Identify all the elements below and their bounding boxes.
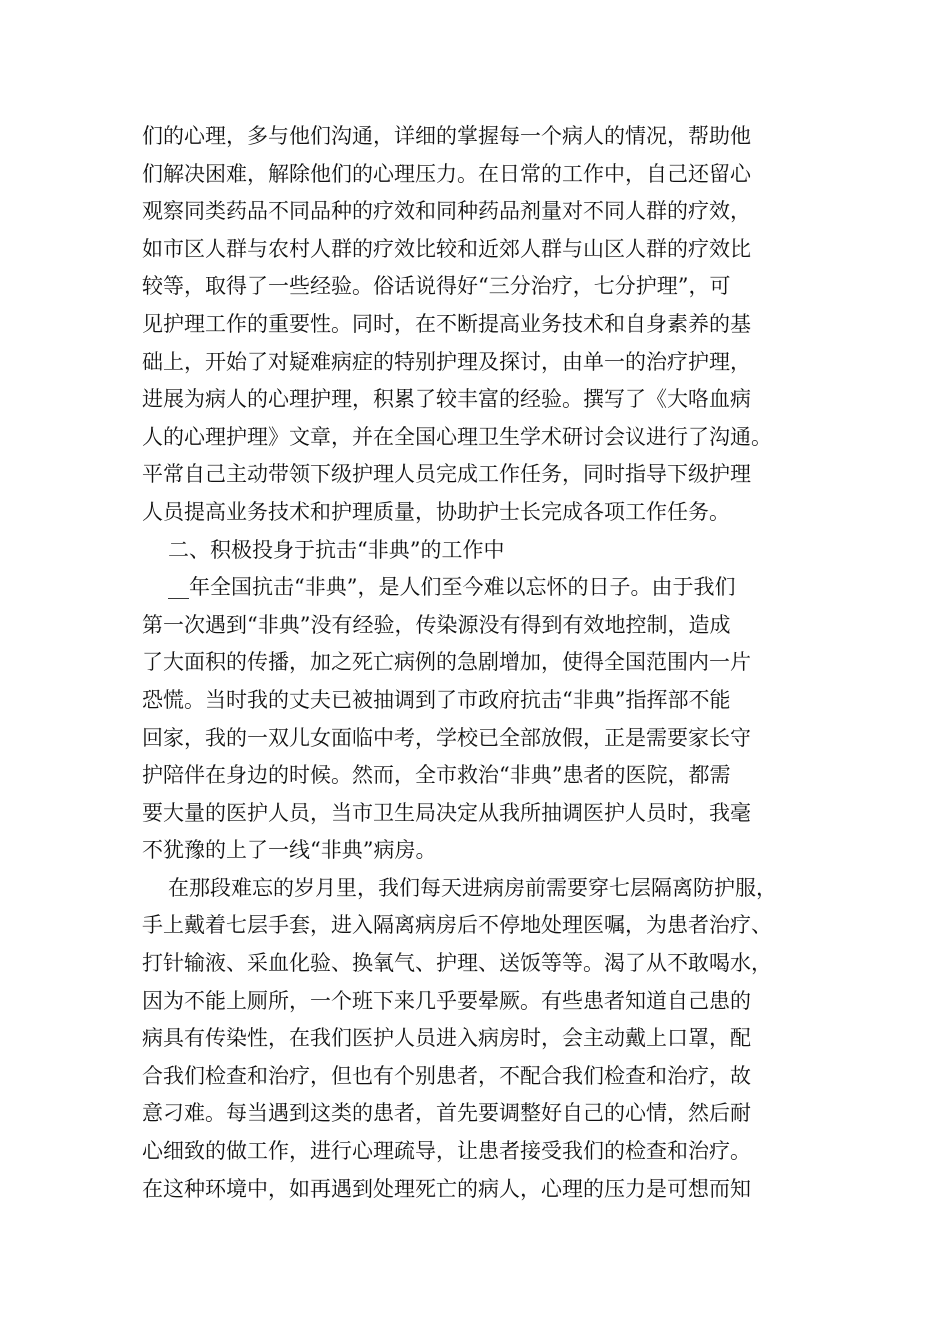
body-line: 进展为病人的心理护理，积累了较丰富的经验。撰写了《大咯血病 — [142, 387, 751, 412]
body-line: 手上戴着七层手套，进入隔离病房后不停地处理医嘱，为患者治疗、 — [142, 913, 772, 938]
body-line: 要大量的医护人员，当市卫生局决定从我所抽调医护人员时，我毫 — [142, 800, 751, 825]
body-line: 了大面积的传播，加之死亡病例的急剧增加，使得全国范围内一片 — [142, 650, 751, 675]
body-line: 人员提高业务技术和护理质量，协助护士长完成各项工作任务。 — [142, 499, 730, 524]
body-line: 在这种环境中，如再遇到处理死亡的病人，心理的压力是可想而知 — [142, 1176, 751, 1201]
body-line: 人的心理护理》文章，并在全国心理卫生学术研讨会议进行了沟通。 — [142, 424, 772, 449]
body-line: 础上，开始了对疑难病症的特别护理及探讨，由单一的治疗护理， — [142, 349, 751, 374]
section-heading: 二、积极投身于抗击“非典”的工作中 — [168, 537, 505, 562]
body-line: 们的心理，多与他们沟通，详细的掌握每一个病人的情况，帮助他 — [142, 124, 751, 148]
body-line: 回家，我的一双儿女面临中考，学校已全部放假，正是需要家长守 — [142, 725, 751, 750]
body-line: 见护理工作的重要性。同时，在不断提高业务技术和自身素养的基 — [142, 311, 751, 336]
body-line: 打针输液、采血化验、换氧气、护理、送饭等等。渴了从不敢喝水， — [142, 951, 772, 976]
body-line: 因为不能上厕所，一个班下来几乎要晕厥。有些患者知道自己患的 — [142, 988, 751, 1013]
body-line: 心细致的做工作，进行心理疏导，让患者接受我们的检查和治疗。 — [142, 1139, 751, 1164]
body-line: 合我们检查和治疗，但也有个别患者，不配合我们检查和治疗，故 — [142, 1063, 751, 1088]
body-line: 护陪伴在身边的时候。然而，全市救治“非典”患者的医院，都需 — [142, 763, 731, 788]
body-line: 病具有传染性，在我们医护人员进入病房时，会主动戴上口罩，配 — [142, 1026, 751, 1051]
body-line: 平常自己主动带领下级护理人员完成工作任务，同时指导下级护理 — [142, 462, 751, 487]
body-line: 如市区人群与农村人群的疗效比较和近郊人群与山区人群的疗效比 — [142, 236, 751, 261]
body-line: 观察同类药品不同品种的疗效和同种药品剂量对不同人群的疗效， — [142, 199, 751, 224]
body-line: 意刁难。每当遇到这类的患者，首先要调整好自己的心情，然后耐 — [142, 1101, 751, 1126]
paragraph-start-line: 在那段难忘的岁月里，我们每天进病房前需要穿七层隔离防护服， — [168, 875, 777, 900]
body-line: 恐慌。当时我的丈夫已被抽调到了市政府抗击“非典”指挥部不能 — [142, 687, 731, 712]
body-line: 们解决困难，解除他们的心理压力。在日常的工作中，自己还留心 — [142, 161, 751, 186]
document-body — [142, 118, 832, 1208]
body-line: 不犹豫的上了一线“非典”病房。 — [142, 838, 437, 863]
body-line: 第一次遇到“非典”没有经验，传染源没有得到有效地控制，造成 — [142, 612, 731, 637]
paragraph-start-line: __年全国抗击“非典”，是人们至今难以忘怀的日子。由于我们 — [168, 575, 736, 600]
body-line: 较等，取得了一些经验。俗话说得好“三分治疗，七分护理”，可 — [142, 274, 731, 299]
